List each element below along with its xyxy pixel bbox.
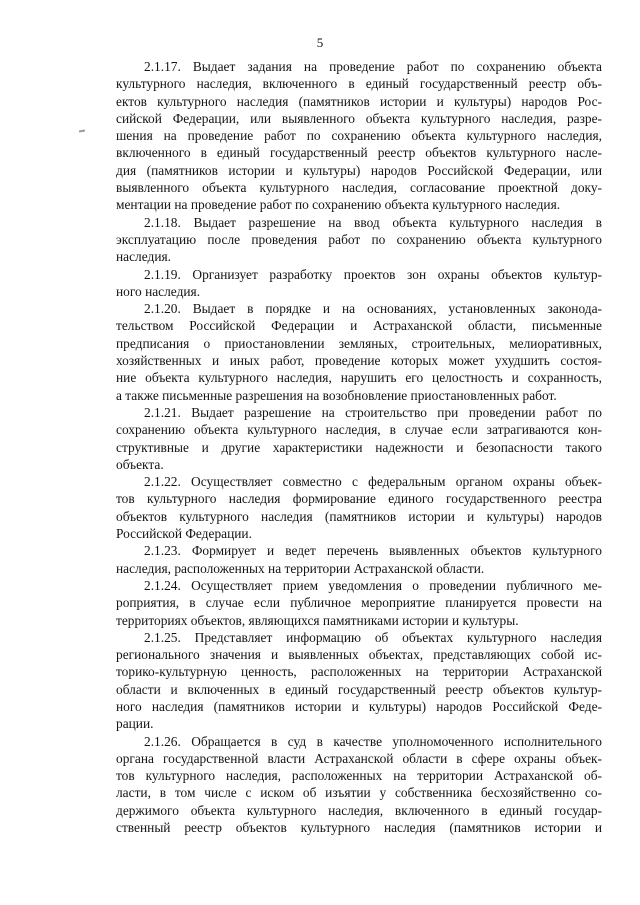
text-line: выявленного объекта культурного наследия, согласование проектной доку- [116,180,602,196]
text-line: наследия, расположенных на территории Астраханской области. [116,560,485,576]
text-line: наследия. [116,249,171,265]
text-line: предписания о приостановлении земляных, строительных, мелиоративных, [116,335,602,351]
text-line: объекта. [116,456,164,472]
text-line: 2.1.26. Обращается в суд в качестве уполномоченного исполнительного [144,733,602,749]
text-line: держимого объекта культурного наследия, включенного в единый государ- [116,802,602,818]
text-line: эксплуатацию после проведения работ по сохранению объекта культурного [116,231,602,247]
paragraph-2-1-22 [116,473,602,542]
text-line: роприятия, в случае если публичное мероприятие планируется провести на [116,595,602,611]
text-line: сохранению объекта культурного наследия, в случае если затрагиваются кон- [116,422,602,438]
paragraph-2-1-20 [116,300,602,404]
text-line: сийской Федерации, или выявленного объекта культурного наследия, разре- [116,110,602,126]
paragraph-2-1-21 [116,404,602,473]
text-line: хозяйственных и иных работ, проведение которых может ухудшить состоя- [116,353,602,369]
text-line: области и включенных в единый государственный реестр объектов культур- [116,681,602,697]
text-line: тов культурного наследия, расположенных на территории Астраханской об- [116,768,602,784]
paragraph-2-1-18 [116,214,602,266]
text-line: Российской Федерации. [116,526,252,542]
document-body [116,58,602,836]
text-line: а также письменные разрешения на возобновление приостановленных работ. [116,387,557,403]
text-line: ного наследия. [116,283,201,299]
text-line: тельством Российской Федерации и Астраханской области, письменные [116,318,602,334]
text-line: дия (памятников истории и культуры) народов Российской Федерации, или [116,162,602,178]
text-line: ного наследия (памятников истории и культуры) народов Российской Феде- [116,698,602,714]
paragraph-2-1-25 [116,629,602,733]
page-number: 5 [316,35,324,50]
text-line: тов культурного наследия формирование единого государственного реестра [116,491,602,507]
text-line: культурного наследия, включенного в единый государственный реестр объ- [116,76,602,92]
text-line: включенного в единый государственный реестр объектов культурного насле- [116,145,602,161]
text-line: органа государственной власти Астраханской области в сфере охраны объек- [116,750,602,766]
text-line: 2.1.17. Выдает задания на проведение работ по сохранению объекта [144,59,602,74]
text-line: ние объекта культурного наследия, нарушить его целостность и сохранность, [116,370,602,386]
paragraph-2-1-24 [116,577,602,629]
text-line: ласти, в том числе с иском об изъятии у собственника бесхозяйственно со- [116,785,602,801]
text-line: шения на проведение работ по сохранению объекта культурного наследия, [116,128,602,144]
text-line: 2.1.20. Выдает в порядке и на основаниях, установленных законода- [144,301,602,317]
text-line: 2.1.23. Формирует и ведет перечень выявленных объектов культурного [144,543,602,559]
text-line: ектов культурного наследия (памятников истории и культуры) народов Рос- [116,93,602,109]
text-line: территориях объектов, являющихся памятниками истории и культуры. [116,612,519,628]
paragraph-2-1-23 [116,542,602,577]
text-line: 2.1.18. Выдает разрешение на ввод объекта культурного наследия в [144,214,602,230]
margin-pen-mark [79,129,85,132]
paragraph-2-1-19 [116,266,602,301]
text-line: объектов культурного наследия (памятников истории и культуры) народов [116,508,602,524]
text-line: 2.1.19. Организует разработку проектов зон охраны объектов культур- [144,266,602,282]
text-line: ментации на проведение работ по сохранению объекта культурного наследия. [116,197,561,213]
text-line: 2.1.22. Осуществляет совместно с федеральным органом охраны объек- [144,474,602,490]
text-line: структивные и другие характеристики надежности и безопасности такого [116,439,602,455]
text-line: 2.1.24. Осуществляет прием уведомления о проведении публичного ме- [144,577,602,593]
text-line: 2.1.21. Выдает разрешение на строительство при проведении работ по [144,404,602,420]
text-line: 2.1.25. Представляет информацию об объектах культурного наследия [144,629,602,645]
text-line: регионального значения и выявленных объектах, представляющих собой ис- [116,647,602,663]
text-line: торико-культурную ценность, расположенных на территории Астраханской [116,664,602,680]
text-line: рации. [116,716,154,732]
text-line: ственный реестр объектов культурного наследия (памятников истории и [116,820,602,836]
paragraph-2-1-26 [116,733,602,837]
paragraph-2-1-17 [116,58,602,214]
